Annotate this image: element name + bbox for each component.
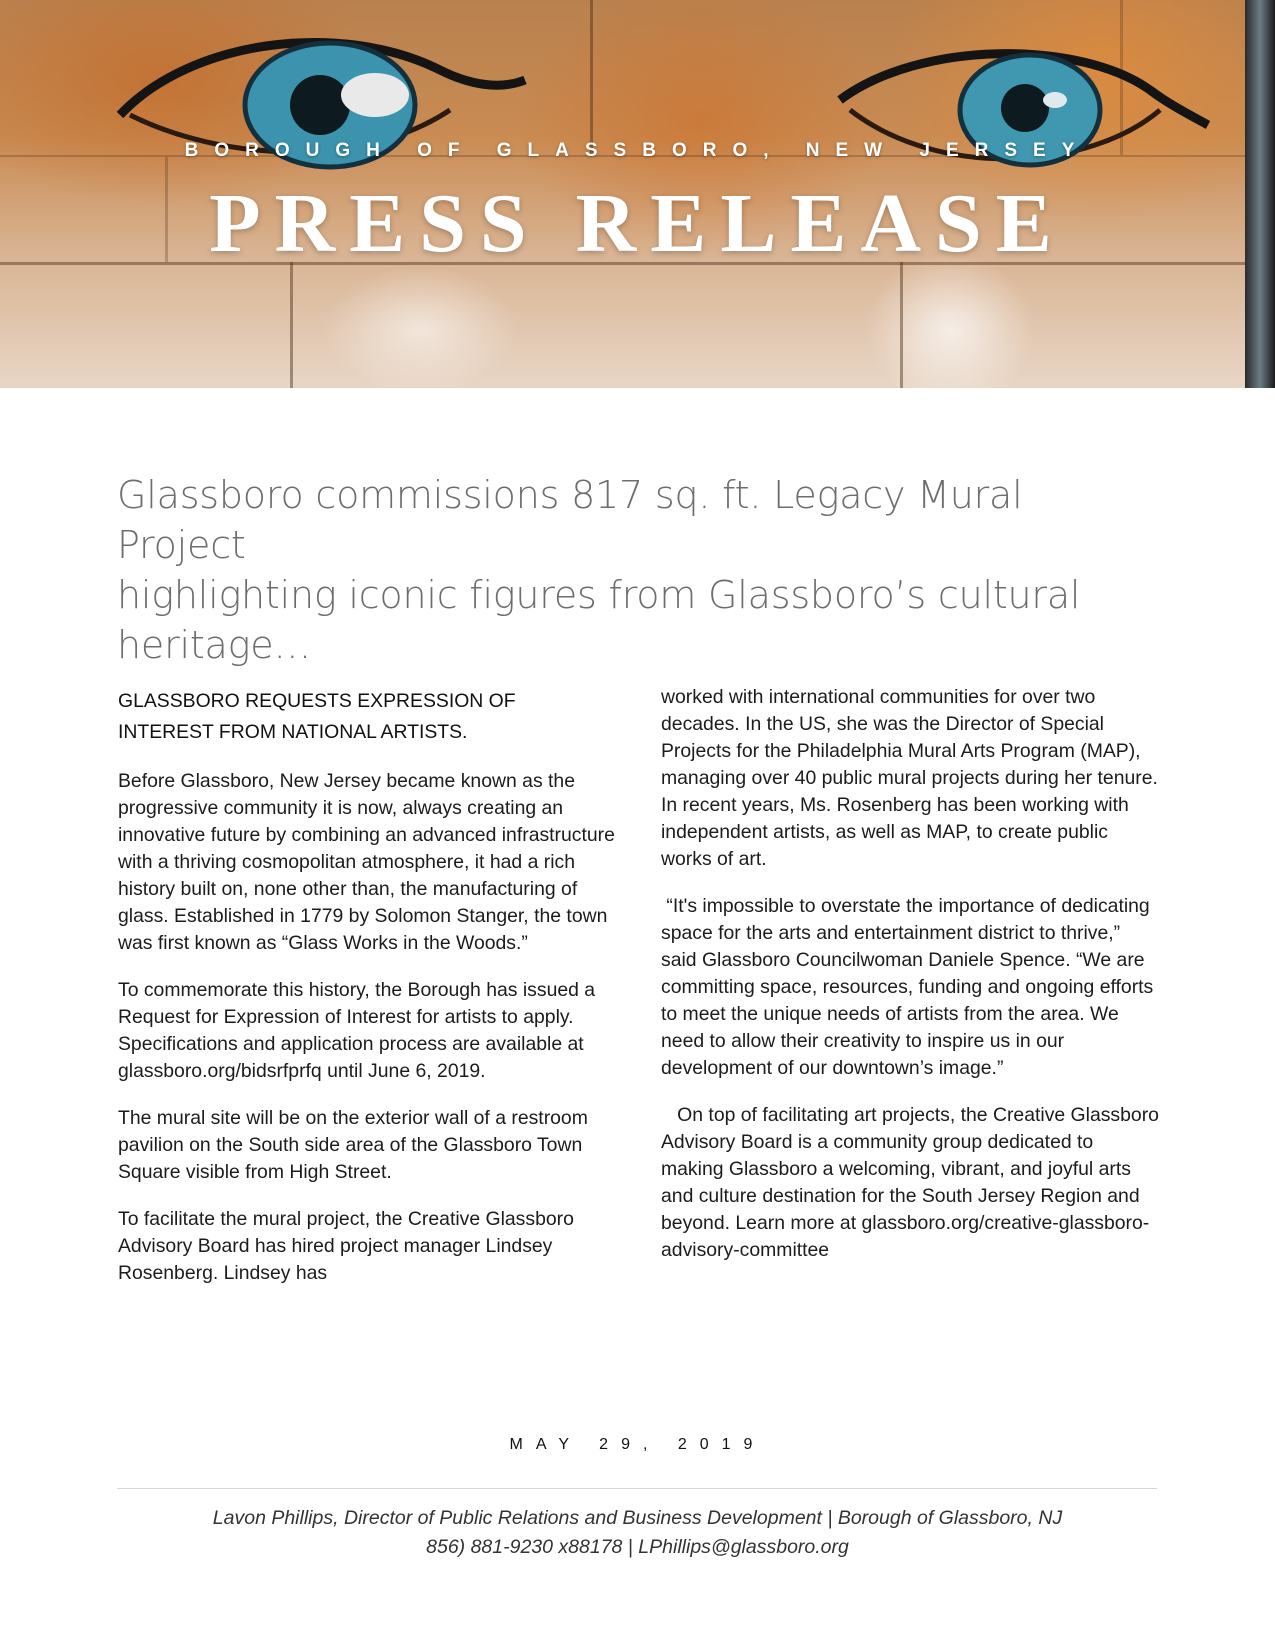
release-date: MAY 29, 2019: [509, 1436, 766, 1453]
paragraph-project-manager: To facilitate the mural project, the Creative Glassboro Advisory Board has hired project manager Lindsey Rosenberg. Lindsey has: [118, 1208, 574, 1284]
subhead-line-1: GLASSBORO REQUESTS EXPRESSION OF: [118, 690, 516, 712]
footer-divider: [117, 1488, 1157, 1489]
right-column: [661, 684, 1164, 1284]
organization-eyebrow: BOROUGH OF GLASSBORO, NEW JERSEY: [184, 140, 1091, 161]
paragraph-mural-site: The mural site will be on the exterior wall of a restroom pavilion on the South side area of the Glassboro Town Square visible from High Street.: [118, 1107, 588, 1183]
subhead-line-2: INTEREST FROM NATIONAL ARTISTS.: [118, 721, 468, 743]
contact-line-1: Lavon Phillips, Director of Public Relations and Business Development | Borough of Glassboro, NJ: [212, 1507, 1063, 1529]
brick-line: [290, 262, 293, 388]
left-column: [118, 686, 618, 1307]
paragraph-manager-bio: worked with international communities for over two decades. In the US, she was the Director of Special Projects for the Philadelphia Mural Arts Program (MAP), managing over 40 public mural projects during her tenure. In recent years, Ms. Rosenberg has been working with independent artists, as well as MAP, to create public works of art.: [661, 686, 1164, 870]
headline: [117, 470, 1157, 670]
paragraph-advisory-board: On top of facilitating art projects, the Creative Glassboro Advisory Board is a community group dedicated to making Glassboro a welcoming, vibrant, and joyful arts and culture destination for the South Jersey Region and beyond. Learn more at glassboro.org/creative-glassboro-advisory-committee: [661, 1104, 1164, 1261]
contact-line-2: 856) 881-9230 x88178 | LPhillips@glassboro.org: [426, 1536, 849, 1558]
paragraph-request: To commemorate this history, the Borough has issued a Request for Expression of Interest for artists to apply. Specifications and application process are available at glassboro.org/bidsrfprfq until June 6, 2019.: [118, 979, 596, 1082]
right-eye-graphic: [830, 30, 1210, 190]
section-subhead: [118, 686, 618, 748]
brick-line: [590, 0, 593, 155]
brick-line: [900, 262, 903, 388]
paragraph-quote: “It's impossible to overstate the importance of dedicating space for the arts and entertainment district to thrive,” said Glassboro Councilwoman Daniele Spence. “We are committing space, resources, funding and ongoing efforts to meet the unique needs of artists from the area. We need to allow their creativity to inspire us in our development of our downtown’s image.”: [661, 895, 1159, 1079]
left-eye-graphic: [110, 20, 530, 190]
paragraph-history: Before Glassboro, New Jersey became known as the progressive community it is now, always creating an innovative future by combining an advanced infrastructure with a thriving cosmopolitan atmosphere, it had a rich history built on, none other than, the manufacturing of glass. Established in 1779 by Solomon Stanger, the town was first known as “Glass Works in the Woods.”: [118, 770, 615, 954]
header-banner-image: [0, 0, 1275, 388]
headline-line-2: highlighting iconic figures from Glassboro’s cultural heritage…: [117, 573, 1081, 667]
headline-line-1: Glassboro commissions 817 sq. ft. Legacy Mural Project: [117, 473, 1023, 567]
press-release-title: PRESS RELEASE: [209, 177, 1066, 270]
